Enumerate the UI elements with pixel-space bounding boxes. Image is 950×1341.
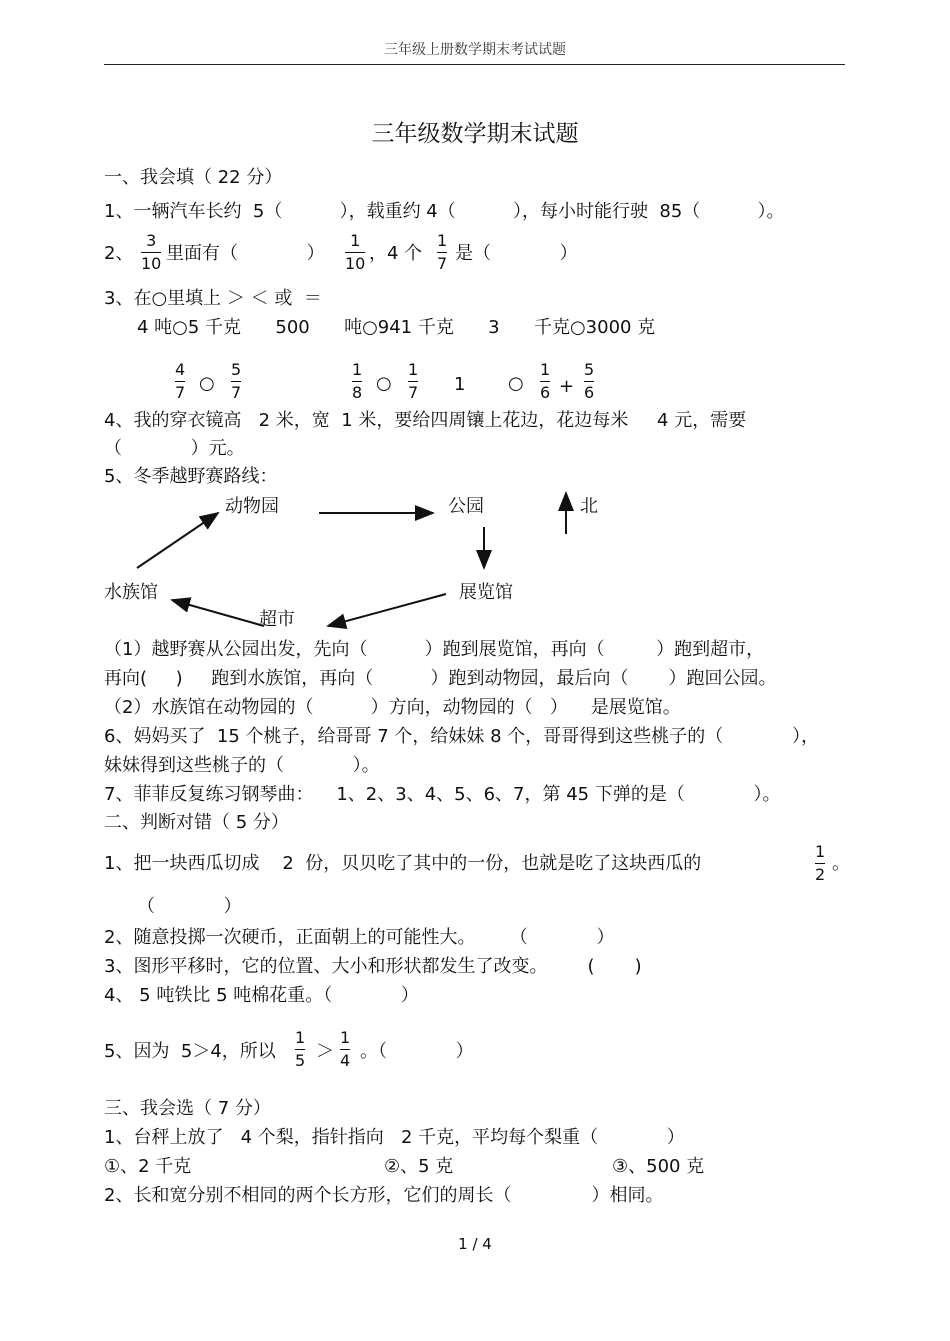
s1-q4-line2: （ ）元。 bbox=[104, 438, 245, 459]
s2-q4: 4、 5 吨铁比 5 吨棉花重。（ ） bbox=[104, 985, 419, 1006]
compare-circle-1[interactable]: ○ bbox=[199, 373, 215, 394]
arrow-exhibition-to-supermarket bbox=[328, 594, 446, 626]
fraction-1-8: 1 8 bbox=[352, 360, 363, 402]
fraction-1-10: 1 10 bbox=[345, 231, 366, 273]
s1-q2-mid: 里面有（ ） bbox=[166, 243, 325, 264]
compare-circle-3[interactable]: ○ bbox=[508, 373, 524, 394]
fraction-1-2: 1 2 bbox=[815, 842, 826, 884]
arrow-aquarium-to-zoo bbox=[137, 513, 218, 568]
s2-q5-tail: 。（ ） bbox=[360, 1041, 474, 1062]
s3-q1-option-2: ②、5 克 bbox=[384, 1156, 454, 1177]
running-header: 三年级上册数学期末考试试题 bbox=[384, 42, 566, 58]
section2-heading: 二、判断对错（ 5 分） bbox=[104, 812, 289, 833]
fraction-4-7: 4 7 bbox=[175, 360, 186, 402]
s2-q2: 2、随意投掷一次硬币，正面朝上的可能性大。 （ ） bbox=[104, 927, 615, 948]
section3-heading: 三、我会选（ 7 分） bbox=[104, 1098, 271, 1119]
s1-q5-part2: 再向( ) 跑到水族馆，再向（ ）跑到动物园，最后向（ ）跑回公园。 bbox=[104, 668, 777, 689]
s1-q3-row1: 4 吨○5 千克 500 吨○941 千克 3 千克○3000 克 bbox=[137, 317, 656, 338]
fraction-1-4: 1 4 bbox=[340, 1028, 351, 1070]
arrow-supermarket-to-aquarium bbox=[172, 600, 264, 626]
s1-q6-line2: 妹妹得到这些桃子的（ ）。 bbox=[104, 755, 380, 776]
s1-q2-mid2: ，4 个 bbox=[369, 243, 423, 264]
s3-q2: 2、长和宽分别不相同的两个长方形，它们的周长（ ）相同。 bbox=[104, 1185, 664, 1206]
s3-q1-option-3: ③、500 克 bbox=[612, 1156, 705, 1177]
s1-question-1: 1、一辆汽车长约 5（ ），载重约 4（ ），每小时能行驶 85（ ）。 bbox=[104, 201, 785, 222]
s3-q1: 1、台秤上放了 4 个梨，指针指向 2 千克，平均每个梨重（ ） bbox=[104, 1127, 685, 1148]
page-title: 三年级数学期末试题 bbox=[371, 121, 579, 147]
fraction-1-7-b: 1 7 bbox=[408, 360, 419, 402]
fraction-5-7: 5 7 bbox=[231, 360, 242, 402]
fraction-1-5: 1 5 bbox=[295, 1028, 306, 1070]
s1-q6-line1: 6、妈妈买了 15 个桃子，给哥哥 7 个，给妹妹 8 个，哥哥得到这些桃子的（ ）， bbox=[104, 726, 819, 747]
s2-q3: 3、图形平移时，它的位置、大小和形状都发生了改变。 ( ) bbox=[104, 956, 642, 977]
fraction-1-7: 1 7 bbox=[437, 231, 448, 273]
s2-q1-end: 。 bbox=[832, 853, 850, 874]
map-label-north: 北 bbox=[580, 496, 598, 517]
fraction-1-6: 1 6 bbox=[540, 360, 551, 402]
s3-q1-option-1: ①、2 千克 bbox=[104, 1156, 192, 1177]
map-label-aquarium: 水族馆 bbox=[104, 582, 158, 603]
fraction-3-10: 3 10 bbox=[141, 231, 162, 273]
number-one: 1 bbox=[454, 374, 466, 395]
map-label-zoo: 动物园 bbox=[225, 496, 279, 517]
section1-heading: 一、我会填（ 22 分） bbox=[104, 167, 283, 188]
map-label-exhibition: 展览馆 bbox=[459, 582, 513, 603]
s1-q5-part1: （1）越野赛从公园出发，先向（ ）跑到展览馆，再向（ ）跑到超市， bbox=[104, 639, 765, 660]
s1-q2-tail: 是（ ） bbox=[455, 243, 578, 264]
map-label-supermarket: 超市 bbox=[259, 609, 295, 630]
map-label-park: 公园 bbox=[448, 496, 484, 517]
s1-q3-lead: 3、在○里填上 ＞ ＜ 或 ＝ bbox=[104, 288, 322, 309]
s1-q7: 7、菲菲反复练习钢琴曲： 1、2、3、4、5、6、7，第 45 下弹的是（ ）。 bbox=[104, 784, 781, 805]
s2-q1-blank: （ ） bbox=[137, 896, 242, 917]
s2-q5-lead: 5、因为 5＞4，所以 bbox=[104, 1041, 276, 1062]
compare-circle-2[interactable]: ○ bbox=[376, 373, 392, 394]
s2-q1: 1、把一块西瓜切成 2 份，贝贝吃了其中的一份，也就是吃了这块西瓜的 bbox=[104, 853, 702, 874]
s1-q5-part3: （2）水族馆在动物园的（ ）方向，动物园的（ ） 是展览馆。 bbox=[104, 697, 681, 718]
s1-q2-lead: 2、 bbox=[104, 243, 134, 264]
greater-than: ＞ bbox=[316, 1041, 334, 1062]
plus-sign: + bbox=[559, 376, 575, 397]
s1-q5-lead: 5、冬季越野赛路线： bbox=[104, 466, 278, 487]
page-number: 1 / 4 bbox=[458, 1235, 492, 1253]
fraction-5-6: 5 6 bbox=[584, 360, 595, 402]
s1-q4-line1: 4、我的穿衣镜高 2 米，宽 1 米，要给四周镶上花边，花边每米 4 元，需要 bbox=[104, 410, 747, 431]
